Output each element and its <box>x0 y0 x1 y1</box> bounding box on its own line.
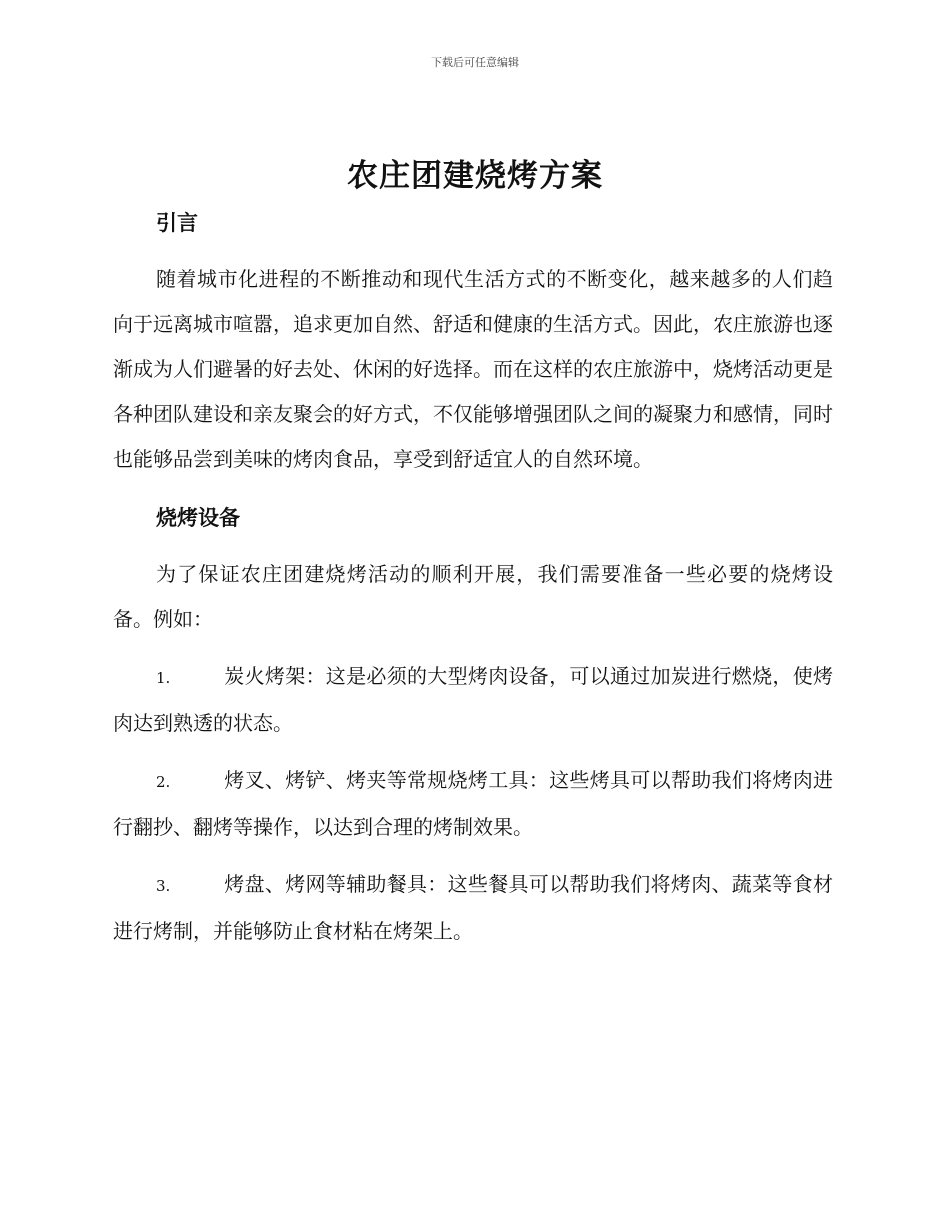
list-item <box>113 758 833 850</box>
document-title: 农庄团建烧烤方案 <box>347 158 603 194</box>
list-item <box>113 654 833 746</box>
section-heading-equipment: 烧烤设备 <box>156 506 240 530</box>
list-item-text: 烤盘、烤网等辅助餐具：这些餐具可以帮助我们将烤肉、蔬菜等食材进行烤制，并能够防止食材粘在烤架上。 <box>113 872 833 943</box>
equipment-paragraph: 为了保证农庄团建烧烤活动的顺利开展，我们需要准备一些必要的烧烤设备。例如： <box>113 562 833 631</box>
list-item <box>113 862 833 954</box>
list-item-text: 烤叉、烤铲、烤夹等常规烧烤工具：这些烤具可以帮助我们将烤肉进行翻抄、翻烤等操作，以达到合理的烤制效果。 <box>113 768 833 839</box>
section-heading-intro: 引言 <box>156 211 198 235</box>
list-item-number: 1. <box>156 669 171 687</box>
page-header-note: 下载后可任意编辑 <box>431 56 519 69</box>
list-item-text: 炭火烤架：这是必须的大型烤肉设备，可以通过加炭进行燃烧，使烤肉达到熟透的状态。 <box>113 664 833 735</box>
intro-paragraph: 随着城市化进程的不断推动和现代生活方式的不断变化，越来越多的人们趋向于远离城市喧嚣，追求更加自然、舒适和健康的生活方式。因此，农庄旅游也逐渐成为人们避暑的好去处、休闲的好选择。而在这样的农庄旅游中，烧烤活动更是各种团队建设和亲友聚会的好方式，不仅能够增强团队之间的凝聚力和感情，同时也能够品尝到美味的烤肉食品，享受到舒适宜人的自然环境。 <box>113 267 833 471</box>
list-item-number: 3. <box>156 877 171 895</box>
document-body <box>113 203 833 954</box>
list-item-number: 2. <box>156 773 171 791</box>
